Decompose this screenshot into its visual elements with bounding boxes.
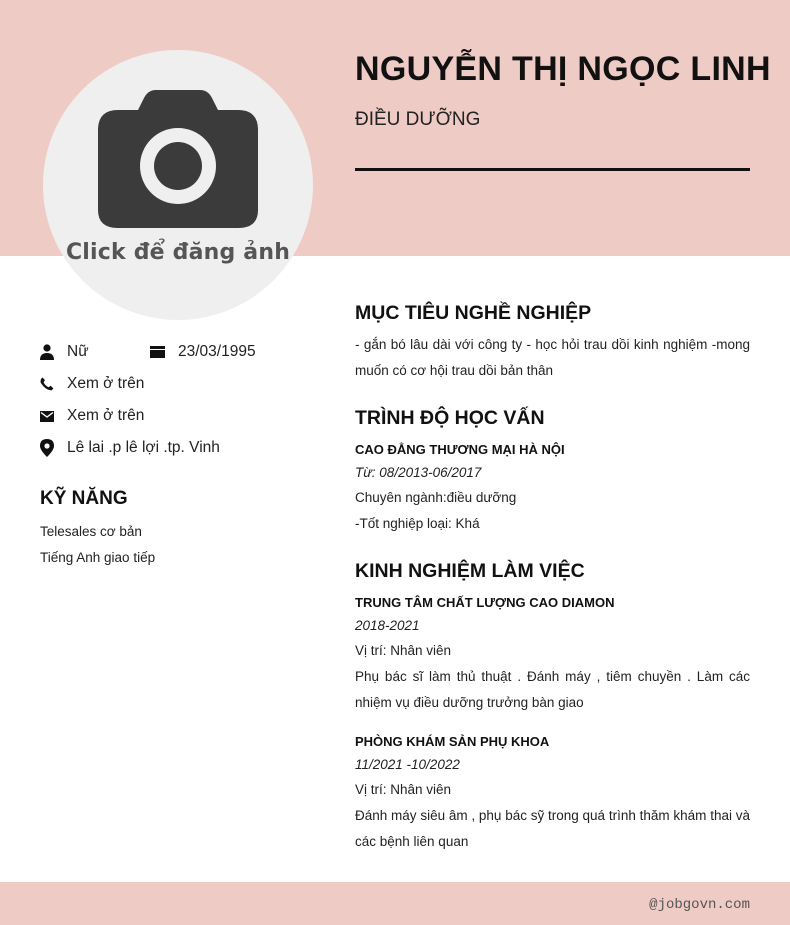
education-heading: TRÌNH ĐỘ HỌC VẤN bbox=[355, 407, 545, 429]
phone-row bbox=[40, 375, 144, 393]
calendar-icon bbox=[150, 344, 165, 360]
header-divider bbox=[355, 168, 750, 171]
profile-photo-upload[interactable] bbox=[43, 50, 313, 320]
camera-icon bbox=[98, 88, 258, 233]
email-row bbox=[40, 407, 144, 425]
job-period: 11/2021 -10/2022 bbox=[355, 757, 460, 772]
email-value: Xem ở trên bbox=[67, 407, 145, 424]
mail-icon bbox=[40, 408, 54, 424]
address-value: Lê lai .p lê lợi .tp. Vinh bbox=[67, 439, 220, 456]
gender-row bbox=[40, 343, 89, 361]
education-period: Từ: 08/2013-06/2017 bbox=[355, 465, 482, 480]
job-position: Vị trí: Nhân viên bbox=[355, 782, 452, 797]
skill-item: Telesales cơ bản bbox=[40, 524, 142, 539]
address-row bbox=[40, 439, 220, 457]
objective-heading: MỤC TIÊU NGHỀ NGHIỆP bbox=[355, 302, 592, 324]
birthdate-value: 23/03/1995 bbox=[178, 343, 256, 360]
location-pin-icon bbox=[40, 439, 54, 457]
education-major: Chuyên ngành:điều dưỡng bbox=[355, 490, 517, 505]
job-title: ĐIỀU DƯỠNG bbox=[355, 109, 481, 130]
candidate-name: NGUYỄN THỊ NGỌC LINH bbox=[355, 50, 771, 88]
gender-value: Nữ bbox=[67, 343, 89, 360]
education-school: CAO ĐẲNG THƯƠNG MẠI HÀ NỘI bbox=[355, 442, 565, 457]
job-org: PHÒNG KHÁM SẢN PHỤ KHOA bbox=[355, 734, 550, 749]
phone-value: Xem ở trên bbox=[67, 375, 145, 392]
experience-heading: KINH NGHIỆM LÀM VIỆC bbox=[355, 560, 585, 582]
skill-item: Tiếng Anh giao tiếp bbox=[40, 550, 156, 565]
education-grade: -Tốt nghiệp loại: Khá bbox=[355, 516, 480, 531]
job-position: Vị trí: Nhân viên bbox=[355, 643, 452, 658]
person-icon bbox=[40, 344, 54, 360]
job-description: Phụ bác sĩ làm thủ thuật . Đánh máy , tiêm chuyền . Làm các nhiệm vụ điều dưỡng trưởng bàn giao bbox=[355, 669, 750, 710]
birthdate-row bbox=[150, 343, 256, 361]
job-description: Đánh máy siêu âm , phụ bác sỹ trong quá trình thăm khám thai và các bệnh liên quan bbox=[355, 808, 750, 849]
photo-upload-label: Click để đăng ảnh bbox=[65, 240, 291, 265]
job-period: 2018-2021 bbox=[355, 618, 420, 633]
phone-icon bbox=[40, 376, 54, 392]
skills-heading: KỸ NĂNG bbox=[40, 488, 128, 509]
objective-text: - gắn bó lâu dài với công ty - học hỏi trau dồi kinh nghiệm -mong muốn có cơ hội trau dồi bản thân bbox=[355, 337, 750, 378]
footer-watermark: @jobgovn.com bbox=[649, 897, 750, 913]
job-org: TRUNG TÂM CHẤT LƯỢNG CAO DIAMON bbox=[355, 595, 615, 610]
